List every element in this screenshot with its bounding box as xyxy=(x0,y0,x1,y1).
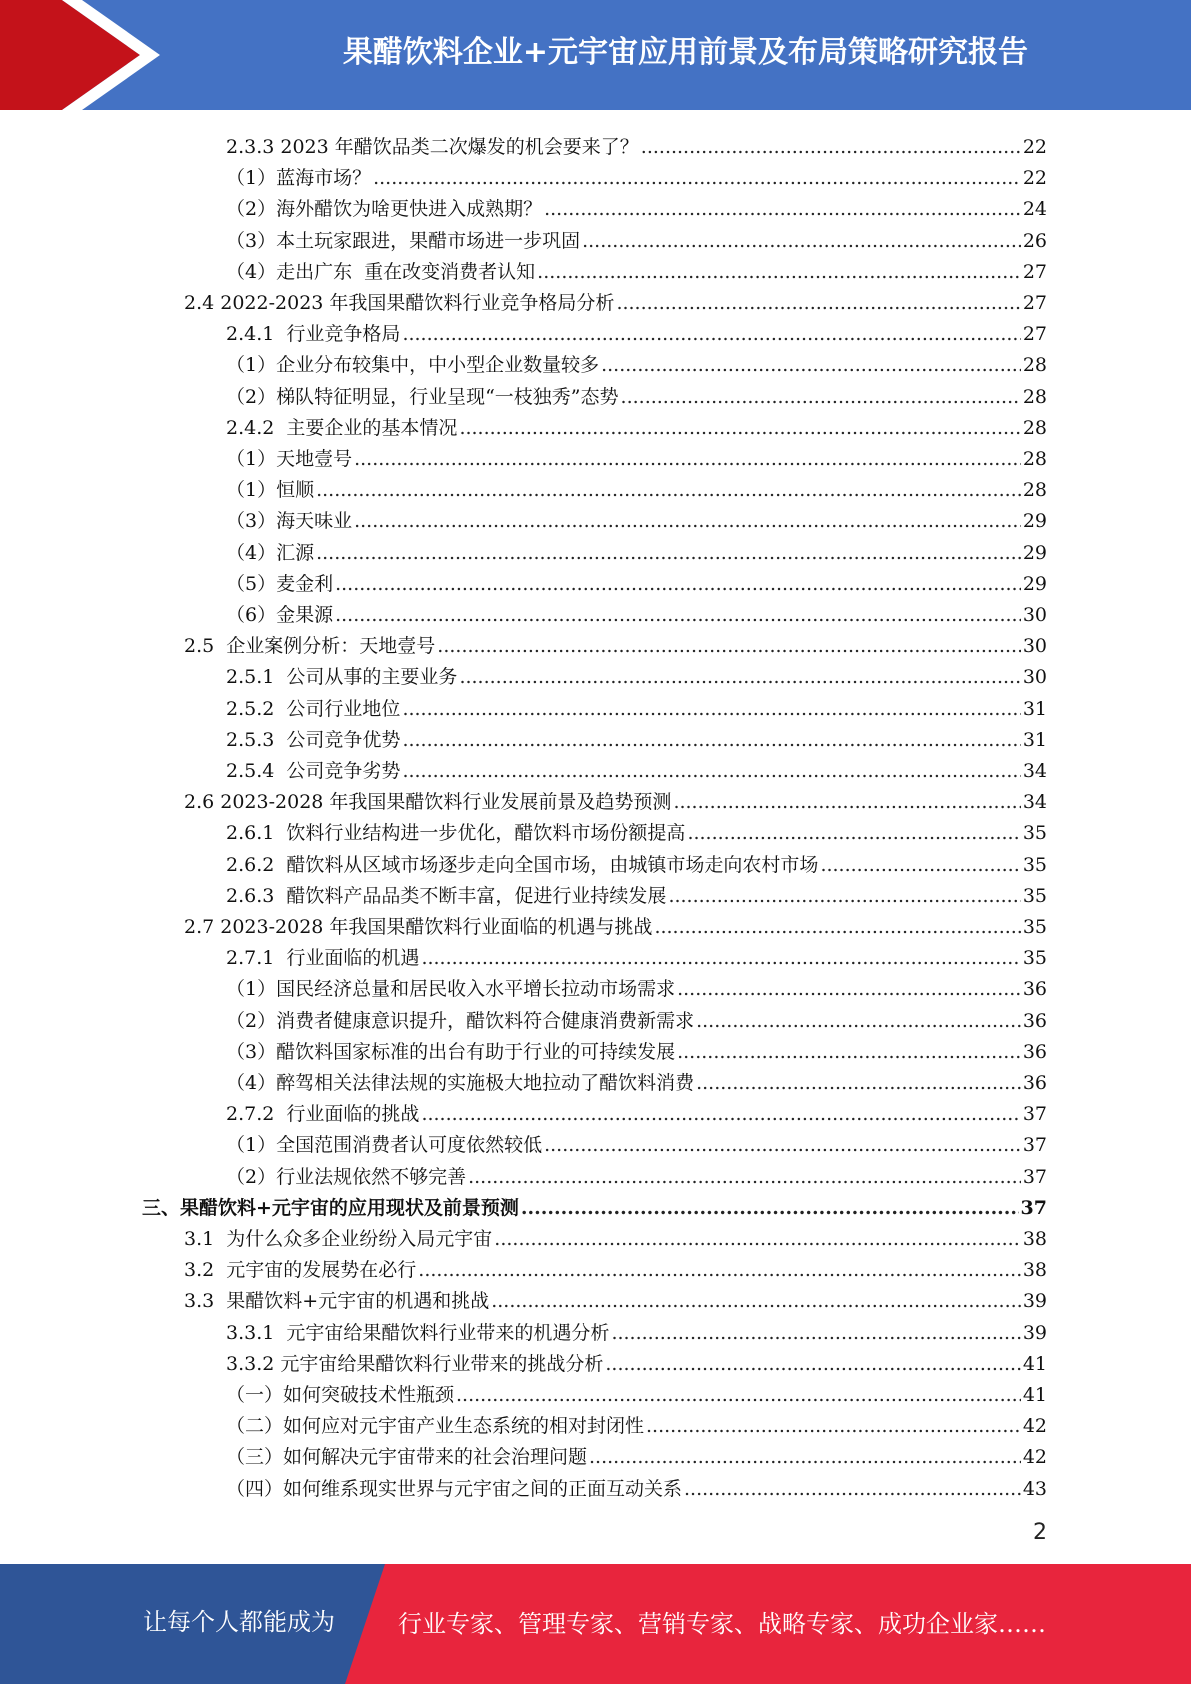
toc-entry-label: （一）如何突破技术性瓶颈 xyxy=(226,1384,455,1406)
toc-entry-page: 39 xyxy=(1022,1321,1047,1344)
toc-entry-label: （4）走出广东 重在改变消费者认知 xyxy=(226,260,536,283)
toc-entry-page: 42 xyxy=(1022,1415,1047,1438)
toc-entry-label: （四）如何维系现实世界与元宇宙之间的正面互动关系 xyxy=(226,1477,683,1500)
toc-entry-page: 35 xyxy=(1022,822,1047,845)
toc-leader-dots xyxy=(687,821,1020,845)
toc-entry[interactable] xyxy=(226,1064,1047,1095)
toc-entry[interactable] xyxy=(226,534,1047,565)
toc-entry[interactable] xyxy=(226,1407,1047,1438)
toc-entry-page: 22 xyxy=(1022,136,1047,158)
toc-entry[interactable] xyxy=(226,378,1047,409)
toc-entry-label: 2.7.1 行业面临的机遇 xyxy=(226,947,420,970)
toc-leader-dots xyxy=(402,759,1020,783)
toc-entry-label: 三、果醋饮料+元宇宙的应用现状及前景预测 xyxy=(142,1196,519,1219)
toc-entry-page: 36 xyxy=(1022,1009,1047,1032)
toc-entry-page: 24 xyxy=(1022,198,1047,221)
toc-entry[interactable] xyxy=(226,970,1047,1001)
toc-entry[interactable] xyxy=(226,814,1047,845)
toc-leader-dots xyxy=(601,353,1021,377)
toc-entry-page: 37 xyxy=(1022,1103,1047,1126)
toc-entry-label: 2.5.1 公司从事的主要业务 xyxy=(226,666,458,689)
toc-entry-label: （4）汇源 xyxy=(226,541,315,564)
toc-entry-page: 36 xyxy=(1022,1040,1047,1063)
toc-entry-page: 37 xyxy=(1022,1134,1047,1157)
page-header xyxy=(0,0,1191,110)
toc-entry-page: 41 xyxy=(1022,1384,1047,1406)
toc-entry-label: 2.5.3 公司竞争优势 xyxy=(226,728,401,751)
toc-entry-page: 35 xyxy=(1022,916,1047,938)
page-number: 2 xyxy=(1033,1520,1047,1545)
toc-entry-page: 30 xyxy=(1022,635,1047,658)
toc-entry-label: 2.7.2 行业面临的挑战 xyxy=(226,1103,420,1126)
toc-entry[interactable] xyxy=(226,440,1047,471)
toc-entry-label: 3.3.1 元宇宙给果醋饮料行业带来的机遇分析 xyxy=(226,1321,610,1344)
toc-entry[interactable] xyxy=(226,1470,1047,1501)
toc-leader-dots xyxy=(677,977,1021,1001)
toc-entry[interactable] xyxy=(226,128,1047,159)
toc-entry-page: 35 xyxy=(1022,947,1047,970)
toc-entry-label: （3）本土玩家跟进，果醋市场进一步巩固 xyxy=(226,229,581,252)
toc-entry-page: 29 xyxy=(1022,541,1047,564)
toc-entry-label: 3.1 为什么众多企业纷纷入局元宇宙 xyxy=(184,1228,493,1250)
toc-leader-dots xyxy=(456,1383,1021,1407)
toc-leader-dots xyxy=(459,416,1020,440)
toc-entry[interactable] xyxy=(226,190,1047,221)
toc-entry-label: （5）麦金利 xyxy=(226,572,334,595)
toc-entry-label: 2.4 2022-2023 年我国果醋饮料行业竞争格局分析 xyxy=(184,292,615,314)
toc-entry-page: 29 xyxy=(1022,510,1047,533)
toc-entry-label: （2）行业法规依然不够完善 xyxy=(226,1165,467,1188)
toc-entry[interactable] xyxy=(184,284,1047,315)
toc-leader-dots xyxy=(696,1071,1021,1095)
toc-leader-dots xyxy=(537,260,1021,284)
toc-entry-label: （1）企业分布较集中，中小型企业数量较多 xyxy=(226,354,600,377)
toc-entry[interactable] xyxy=(226,159,1047,190)
toc-entry-label: 2.4.2 主要企业的基本情况 xyxy=(226,416,458,439)
toc-entry[interactable] xyxy=(226,1033,1047,1064)
report-title: 果醋饮料企业+元宇宙应用前景及布局策略研究报告 xyxy=(342,35,1029,70)
toc-entry-label: 2.6.2 醋饮料从区域市场逐步走向全国市场，由城镇市场走向农村市场 xyxy=(226,853,819,876)
toc-entry-label: （4）醉驾相关法律法规的实施极大地拉动了醋饮料消费 xyxy=(226,1072,695,1094)
toc-leader-dots xyxy=(605,1352,1020,1376)
toc-entry[interactable] xyxy=(184,1251,1047,1282)
toc-leader-dots xyxy=(589,1445,1021,1469)
toc-leader-dots xyxy=(494,1227,1021,1251)
toc-leader-dots xyxy=(521,1196,1019,1220)
toc-entry-label: 2.4.1 行业竞争格局 xyxy=(226,323,401,346)
toc-leader-dots xyxy=(437,634,1021,658)
toc-entry[interactable] xyxy=(226,1158,1047,1189)
toc-leader-dots xyxy=(820,853,1020,877)
toc-entry[interactable] xyxy=(226,752,1047,783)
toc-entry[interactable] xyxy=(226,1126,1047,1157)
toc-entry[interactable] xyxy=(184,783,1047,814)
toc-entry-page: 28 xyxy=(1022,354,1047,377)
toc-entry[interactable] xyxy=(226,253,1047,284)
toc-leader-dots xyxy=(616,291,1020,315)
toc-entry[interactable] xyxy=(226,502,1047,533)
toc-entry[interactable] xyxy=(226,877,1047,908)
toc-entry-label: （3）醋饮料国家标准的出台有助于行业的可持续发展 xyxy=(226,1040,676,1063)
toc-entry-label: （2）梯队特征明显，行业呈现“一枝独秀”态势 xyxy=(226,385,619,408)
toc-leader-dots xyxy=(468,1165,1021,1189)
toc-entry-page: 35 xyxy=(1022,884,1047,907)
toc-entry[interactable] xyxy=(226,346,1047,377)
toc-entry[interactable] xyxy=(226,471,1047,502)
toc-leader-dots xyxy=(316,541,1021,565)
toc-entry[interactable] xyxy=(226,1314,1047,1345)
toc-entry-label: 3.3.2 元宇宙给果醋饮料行业带来的挑战分析 xyxy=(226,1352,604,1375)
toc-entry-page: 31 xyxy=(1022,728,1047,751)
page-footer xyxy=(0,1564,1191,1684)
toc-entry-page: 38 xyxy=(1022,1228,1047,1250)
toc-entry-page: 41 xyxy=(1022,1352,1047,1375)
footer-slogan-left: 让每个人都能成为 xyxy=(143,1608,335,1636)
toc-entry[interactable] xyxy=(226,939,1047,970)
toc-entry-label: 3.3 果醋饮料+元宇宙的机遇和挑战 xyxy=(184,1290,490,1313)
toc-entry-page: 28 xyxy=(1022,416,1047,439)
toc-entry-label: （2）海外醋饮为啥更快进入成熟期？ xyxy=(226,198,543,221)
toc-entry-label: 2.5.4 公司竞争劣势 xyxy=(226,760,401,782)
toc-leader-dots xyxy=(621,385,1021,409)
toc-entry[interactable] xyxy=(226,315,1047,346)
toc-entry-label: （2）消费者健康意识提升，醋饮料符合健康消费新需求 xyxy=(226,1009,695,1032)
toc-leader-dots xyxy=(418,1258,1021,1282)
toc-entry-page: 28 xyxy=(1022,479,1047,502)
toc-entry-page: 28 xyxy=(1022,385,1047,408)
toc-entry-page: 43 xyxy=(1022,1477,1047,1500)
toc-entry[interactable] xyxy=(226,846,1047,877)
toc-entry[interactable] xyxy=(226,1002,1047,1033)
toc-entry[interactable] xyxy=(142,1189,1047,1220)
toc-leader-dots xyxy=(335,603,1021,627)
footer-slogan-right: 行业专家、管理专家、营销专家、战略专家、成功企业家…… xyxy=(398,1610,1046,1638)
toc-leader-dots xyxy=(402,697,1020,721)
toc-entry[interactable] xyxy=(226,222,1047,253)
toc-entry-label: 2.6 2023-2028 年我国果醋饮料行业发展前景及趋势预测 xyxy=(184,791,672,814)
toc-entry-page: 30 xyxy=(1022,604,1047,626)
toc-entry-label: （1）全国范围消费者认可度依然较低 xyxy=(226,1134,543,1157)
toc-leader-dots xyxy=(402,728,1020,752)
toc-entry-page: 38 xyxy=(1022,1259,1047,1282)
toc-entry[interactable] xyxy=(226,596,1047,627)
toc-leader-dots xyxy=(335,572,1021,596)
toc-leader-dots xyxy=(611,1321,1020,1345)
toc-entry-page: 42 xyxy=(1022,1446,1047,1469)
toc-entry-label: 2.6.3 醋饮料产品品类不断丰富，促进行业持续发展 xyxy=(226,884,667,907)
toc-entry-label: 2.5.2 公司行业地位 xyxy=(226,697,401,720)
toc-entry[interactable] xyxy=(226,690,1047,721)
toc-leader-dots xyxy=(646,1414,1021,1438)
toc-leader-dots xyxy=(668,884,1020,908)
toc-entry[interactable] xyxy=(226,658,1047,689)
toc-entry[interactable] xyxy=(226,721,1047,752)
toc-entry[interactable] xyxy=(226,1438,1047,1469)
toc-leader-dots xyxy=(582,229,1021,253)
toc-entry-page: 22 xyxy=(1022,167,1047,190)
toc-entry-label: （1）蓝海市场？ xyxy=(226,167,372,190)
toc-entry[interactable] xyxy=(184,908,1047,939)
toc-leader-dots xyxy=(373,166,1021,190)
toc-leader-dots xyxy=(641,135,1021,159)
toc-entry-page: 26 xyxy=(1022,229,1047,252)
toc-entry-label: （1）国民经济总量和居民收入水平增长拉动市场需求 xyxy=(226,978,676,1001)
toc-entry-page: 31 xyxy=(1022,697,1047,720)
toc-entry-page: 29 xyxy=(1022,572,1047,595)
toc-entry[interactable] xyxy=(226,409,1047,440)
toc-leader-dots xyxy=(544,1133,1021,1157)
toc-entry-page: 34 xyxy=(1022,760,1047,782)
toc-leader-dots xyxy=(421,946,1020,970)
toc-leader-dots xyxy=(677,1040,1021,1064)
toc-entry[interactable] xyxy=(226,1345,1047,1376)
toc-entry-page: 37 xyxy=(1020,1196,1047,1219)
toc-leader-dots xyxy=(491,1289,1021,1313)
toc-entry-label: 2.6.1 饮料行业结构进一步优化，醋饮料市场份额提高 xyxy=(226,822,686,845)
toc-entry[interactable] xyxy=(184,1282,1047,1313)
toc-entry-page: 27 xyxy=(1022,323,1047,346)
header-red-chevron xyxy=(0,0,140,110)
toc-leader-dots xyxy=(544,197,1021,221)
toc-entry[interactable] xyxy=(226,1095,1047,1126)
toc-leader-dots xyxy=(402,322,1020,346)
toc-leader-dots xyxy=(684,1477,1021,1501)
toc-entry[interactable] xyxy=(226,1376,1047,1407)
toc-leader-dots xyxy=(354,447,1021,471)
toc-entry-label: （二）如何应对元宇宙产业生态系统的相对封闭性 xyxy=(226,1415,645,1438)
toc-entry-page: 36 xyxy=(1022,978,1047,1001)
toc-entry[interactable] xyxy=(226,565,1047,596)
toc-entry-page: 36 xyxy=(1022,1072,1047,1094)
toc-entry-page: 35 xyxy=(1022,853,1047,876)
toc-entry-page: 37 xyxy=(1022,1165,1047,1188)
toc-leader-dots xyxy=(654,915,1020,939)
toc-entry-page: 30 xyxy=(1022,666,1047,689)
toc-leader-dots xyxy=(459,665,1020,689)
toc-entry-label: （6）金果源 xyxy=(226,604,334,626)
toc-entry-label: 3.2 元宇宙的发展势在必行 xyxy=(184,1259,417,1282)
toc-leader-dots xyxy=(316,478,1021,502)
toc-entry-label: 2.7 2023-2028 年我国果醋饮料行业面临的机遇与挑战 xyxy=(184,916,653,938)
toc-entry-label: （1）天地壹号 xyxy=(226,448,353,470)
toc-entry[interactable] xyxy=(184,1220,1047,1251)
toc-entry-page: 27 xyxy=(1022,260,1047,283)
toc-entry-page: 34 xyxy=(1022,791,1047,814)
toc-leader-dots xyxy=(421,1102,1020,1126)
toc-entry-label: （三）如何解决元宇宙带来的社会治理问题 xyxy=(226,1446,588,1469)
toc-entry-label: 2.5 企业案例分析：天地壹号 xyxy=(184,635,436,658)
toc-leader-dots xyxy=(696,1009,1021,1033)
toc-leader-dots xyxy=(673,790,1020,814)
toc-entry-label: 2.3.3 2023 年醋饮品类二次爆发的机会要来了？ xyxy=(226,136,639,158)
toc-entry-label: （3）海天味业 xyxy=(226,510,353,533)
toc-leader-dots xyxy=(354,509,1021,533)
toc-entry-page: 28 xyxy=(1022,448,1047,470)
toc-entry-page: 39 xyxy=(1022,1290,1047,1313)
toc-entry-page: 27 xyxy=(1022,292,1047,314)
toc-entry-label: （1）恒顺 xyxy=(226,479,315,502)
toc-entry[interactable] xyxy=(184,627,1047,658)
